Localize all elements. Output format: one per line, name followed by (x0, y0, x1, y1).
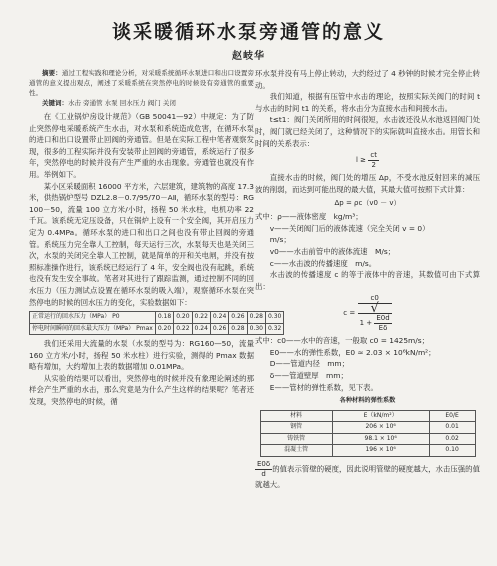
table-cell: 0.30 (265, 312, 283, 324)
table-row (260, 433, 475, 445)
table-cell: 0.32 (265, 323, 283, 335)
formula-pressure-rise: Δp = ρc（v0 － v） (334, 198, 401, 207)
left-paragraph-2: 某小区采暖面积 16000 平方米，六层建筑，建筑物的高度 17.3 米，供热锅炉型号 DZL2.8－0.7/95/70－AⅡ，循环水泵的型号：RG100－50，流量 100 立方米/小时，扬程 50 米水柱，电机功率 22 千瓦。该系统无定压设备，只在锅炉上设有一个安全阀，其开启压力定为 0.4MPa。循环水泵的进口和出口之间也没有带止回阀的旁通管。系统压力完全靠人工控制，每天运行三次，水泵每天也是关闭三次，水泵的关闭完全靠人工控制，就是简单的开和关电闸，并没有按照标准操作进行，该系统已经运行了 4 年，安全阀也没有起跳，系统也没有发生安全事故。笔者对其进行了跟踪监测，通过控制不同的回水压力（压力测试点设置在循环水泵的吸入端），观察循环水泵在突然停电的时候的回水压力的变化，实验数据如下： (29, 181, 254, 307)
table-cell: 0.22 (192, 312, 210, 324)
table-cell: 0.01 (429, 422, 475, 434)
abstract-text: 通过工程实践和理论分析，对采暖系统循环水泵进口和出口设置旁通管的意义提出观点，阐述了采暖系统在突然停电的时候设有旁通管的重要性。 (29, 69, 255, 97)
right-paragraph-3: t≤t1：阀门关闭所用的时间很短，水击波还没从水池返回阀门处时，阀门就已经关闭了，这种情况下的实际就叫直接水击。用管长和时间的关系表示： (255, 115, 480, 148)
material-table (260, 410, 476, 457)
table-header: E（kN/m²） (332, 410, 429, 422)
right-paragraph-1: 环水泵并没有马上停止转动，大约经过了 4 秒钟的时候才完全停止转动。 (255, 69, 480, 90)
keywords-text: 水击 旁通管 水泵 回水压力 阀门 关闭 (68, 99, 176, 107)
table-cell: 0.20 (155, 323, 173, 335)
table-cell: 0.28 (229, 323, 247, 335)
table-cell: 0.24 (210, 312, 228, 324)
table-header: 材料 (260, 410, 332, 422)
table-cell: 196 × 10⁶ (332, 445, 429, 457)
table-cell: 0.02 (429, 433, 475, 445)
left-paragraph-4: 从实验的结果可以看出，突然停电的时候并没有象理论阐述的那样会产生严重的水击，那么究竟是为什么产生这样的结果呢？笔者还发现，突然停电的时候，循 (29, 373, 254, 407)
definition-line: δ——管道壁厚 mm； (269, 371, 348, 381)
definition-line: c——水击波的传播速度 m/s。 (269, 258, 377, 268)
keywords-label: 关键词： (42, 99, 68, 107)
table-row-label: 停电时间瞬间的回水最大压力（MPa） Pmax (30, 323, 156, 335)
table-cell: 98.1 × 10⁶ (332, 433, 429, 445)
table-cell: 0.10 (429, 445, 475, 457)
table-row (260, 445, 475, 457)
table-header: E0/E (429, 410, 475, 422)
table-cell: 钢管 (260, 422, 332, 434)
definition-line: E0——水的弹性系数，E0 ≈ 2.03 × 10⁶kN/m²； (269, 347, 436, 357)
table-cell: 0.30 (247, 323, 265, 335)
material-table-caption: 各种材料的弹性系数 (339, 397, 396, 405)
table-row (30, 312, 284, 324)
table-cell: 0.26 (210, 323, 228, 335)
formula-pipe-length: l ≥ $\frac{ct}{2}$ (356, 151, 377, 170)
keywords (29, 98, 254, 108)
definition-line: v0——水击前管中的液体流速 M/s； (269, 246, 396, 256)
table-row-label: 正常运行的回水压力（MPa） P0 (30, 312, 156, 324)
right-paragraph-2: 我们知道，根据有压管中水击的理论，按照实际关阀门的时间 t 与水击的时间 t1 的关系，将水击分为直接水击和间接水击。 (255, 92, 480, 113)
experiment-table (29, 311, 284, 335)
table-cell: 0.18 (155, 312, 173, 324)
definition-line: D——管道内径 mm； (269, 359, 350, 369)
article-title: 谈采暖循环水泵旁通管的意义 (111, 21, 385, 43)
left-paragraph-3: 我们还采用大流量的水泵（水泵的型号为：RG160—50，流量 160 立方米/小时，扬程 50 米水柱）进行实验，测得的 Pmax 数据略有增加，大约增加上表的数据增加 0.01MPa。 (29, 339, 254, 372)
right-paragraph-5: 水击波的传播速度 c 的等于液体中的音速，其数值可由下式算出： (255, 270, 480, 291)
right-paragraph-4: 直接水击的时候，阀门处的增压 Δp，不受水池反射回来的减压波的削弱，而达到可能出现的最大值，其最大值可按照下式计算： (255, 173, 480, 194)
definition-line: 式中：ρ——液体密度 kg/m³； (255, 212, 363, 222)
table-header-row (260, 410, 475, 422)
abstract (29, 68, 254, 98)
table-cell: 混凝土管 (260, 445, 332, 457)
formula-wave-speed: c = c0 √ 1 + $\frac{E0d}{E\delta}$ (343, 294, 390, 333)
table-cell: 0.26 (229, 312, 247, 324)
right-column (255, 68, 480, 490)
definition-line: m/s； (269, 235, 291, 245)
left-paragraph-1: 在《工业锅炉房设计规范》（GB 50041—92）中规定：为了防止突然停电采暖系统产生水击，对水泵和系统造成危害，在循环水泵的进口和出口设置带止回阀的旁通管。但是在实际工程中笔者观察发现，很多的工程实际并没有安装带止回阀的旁通管，系统运行了很多年，突然停电的时候并没有产生严重的水击现象。旁通管也就没有作用。举例如下。 (29, 112, 254, 179)
table-row (260, 422, 475, 434)
table-cell: 206 × 10⁶ (332, 422, 429, 434)
definition-line: 式中：c0——水中的音速，一般取 c0 = 1425m/s； (255, 336, 429, 346)
table-row (30, 323, 284, 335)
table-cell: 0.24 (192, 323, 210, 335)
abstract-label: 摘要： (42, 69, 62, 77)
definition-line: v——关闭阀门后的液体流速（完全关闭 v = 0） (269, 223, 430, 233)
table-cell: 0.20 (174, 312, 192, 324)
author-name: 赵岐华 (232, 51, 265, 62)
table-cell: 铸铁管 (260, 433, 332, 445)
table-cell: 0.22 (174, 323, 192, 335)
table-cell: 0.28 (247, 312, 265, 324)
definition-line: E——管材的弹性系数，见下表。 (269, 382, 378, 392)
right-paragraph-6: $\frac{E0\delta}{d}$ 的值表示管壁的硬度，因此说明管壁的硬度越大，水击压强的值就越大。 (255, 459, 480, 489)
